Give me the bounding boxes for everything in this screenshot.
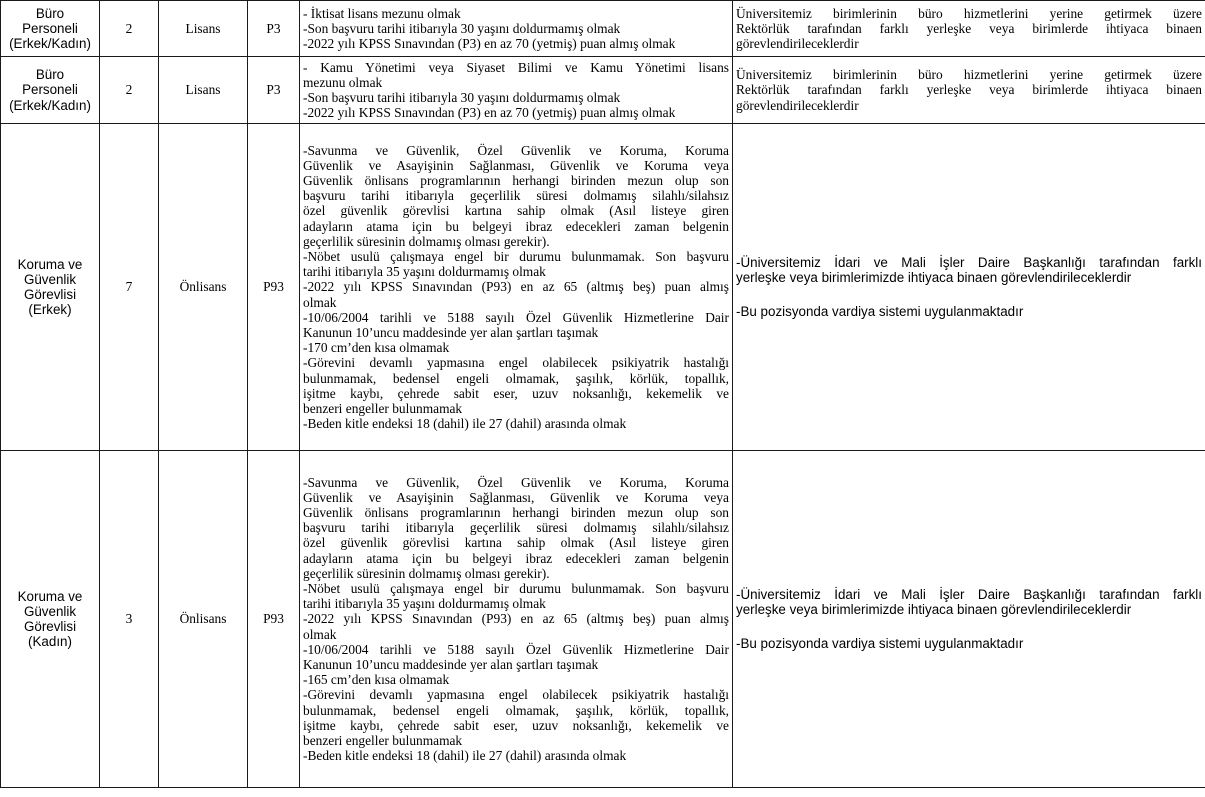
requirement-line: geçerlilik süresinin dolmamış olması gerekir). (303, 233, 550, 249)
requirement-line: -2022 yılı KPSS Sınavından (P93) en az 65 (altmış beş) puan almış (303, 279, 729, 295)
requirement-line: özel güvenlik görevlisi kartına sahip olmak (Asıl listeye giren (303, 535, 729, 551)
education-cell: Önlisans (159, 124, 248, 451)
requirement-line: benzeri engeller bulunmamak (303, 733, 463, 749)
requirement-line: -Savunma ve Güvenlik, Özel Güvenlik ve Koruma, Koruma (303, 142, 729, 158)
kpss-cell: P93 (248, 451, 300, 788)
requirement-line: -Nöbet usulü çalışmaya engel bir durumu bulunmamak. Son başvuru (303, 248, 729, 264)
explanation-spacer (736, 618, 1202, 636)
requirement-line: tarihi itibarıyla 35 yaşını doldurmamış olmak (303, 596, 546, 612)
kpss-cell: P3 (248, 1, 300, 57)
explanation-cell (733, 124, 1205, 451)
explanation-line: Rektörlük tarafından farklı yerleşke veya birimlerde ihtiyaca binaen (736, 82, 1202, 98)
position-title-line: (Erkek/Kadın) (9, 97, 91, 113)
requirement-line: bulunmamak, bedensel engeli olmamak, şaşılık, körlük, topallık, (303, 702, 729, 718)
count-cell: 2 (100, 57, 159, 124)
requirement-line: -10/06/2004 tarihli ve 5188 sayılı Özel Güvenlik Hizmetlerine Dair (303, 641, 729, 657)
requirement-line: başvuru tarihi itibarıyla geçerlilik süresi dolmamış silahlı/silahsız (303, 188, 729, 204)
explanation-line: Rektörlük tarafından farklı yerleşke veya birimlerde ihtiyaca binaen (736, 20, 1202, 36)
position-title-line: Görevlisi (23, 619, 77, 634)
explanation-line: görevlendirileceklerdir (736, 97, 859, 113)
position-cell (1, 1, 100, 57)
position-title-line: (Erkek/Kadın) (9, 36, 91, 52)
explanation-line: yerleşke veya birimlerimizde ihtiyaca binaen görevlendirileceklerdir (736, 602, 1132, 618)
position-title-line: Personeli (22, 20, 78, 36)
requirement-line: -Son başvuru tarihi itibarıyla 30 yaşını doldurmamış olmak (303, 20, 621, 36)
position-title-line: (Kadın) (28, 634, 72, 650)
kpss-cell: P3 (248, 57, 300, 124)
count-cell: 2 (100, 1, 159, 57)
positions-table-body (1, 1, 1205, 788)
requirement-line: olmak (303, 294, 337, 310)
count-cell: 3 (100, 451, 159, 788)
education-cell: Lisans (159, 1, 248, 57)
explanation-line: -Üniversitemiz İdari ve Mali İşler Daire Başkanlığı tarafından farklı (736, 587, 1202, 603)
requirement-line: bulunmamak, bedensel engeli olmamak, şaşılık, körlük, topallık, (303, 370, 729, 386)
requirement-line: adayların atama için bu belgeyi ibraz edecekleri zaman belgenin (303, 550, 729, 566)
explanation-line: -Bu pozisyonda vardiya sistemi uygulanmaktadır (736, 303, 1024, 319)
requirement-line: adayların atama için bu belgeyi ibraz edecekleri zaman belgenin (303, 218, 729, 234)
requirement-line: -Beden kitle endeksi 18 (dahil) ile 27 (dahil) arasında olmak (303, 416, 627, 432)
position-title-line: Koruma ve (17, 588, 83, 604)
position-title-line: (Erkek) (28, 302, 72, 318)
requirement-line: -Görevini devamlı yapmasına engel olabilecek psikiyatrik hastalığı (303, 687, 729, 703)
requirement-line: -2022 yılı KPSS Sınavından (P3) en az 70 (yetmiş) puan almış olmak (303, 105, 676, 121)
requirement-line: olmak (303, 626, 337, 642)
explanation-line: -Üniversitemiz İdari ve Mali İşler Daire Başkanlığı tarafından farklı (736, 255, 1202, 271)
requirements-cell (300, 57, 733, 124)
position-title-line: Koruma ve (17, 256, 83, 272)
requirement-line: -165 cm’den kısa olmamak (303, 672, 450, 688)
explanation-line: -Bu pozisyonda vardiya sistemi uygulanmaktadır (736, 635, 1024, 651)
kpss-cell: P93 (248, 124, 300, 451)
requirement-line: -2022 yılı KPSS Sınavından (P3) en az 70 (yetmiş) puan almış olmak (303, 36, 676, 52)
education-cell: Lisans (159, 57, 248, 124)
requirements-cell (300, 1, 733, 57)
table-row (1, 124, 1205, 451)
education-cell: Önlisans (159, 451, 248, 788)
count-cell: 7 (100, 124, 159, 451)
position-title-line: Personeli (22, 82, 78, 98)
explanation-cell (733, 1, 1205, 57)
requirement-line: Güvenlik önlisans programlarının herhangi birinden mezun olup son (303, 504, 729, 520)
requirements-cell (300, 451, 733, 788)
table-row (1, 1, 1205, 57)
position-cell (1, 124, 100, 451)
requirement-line: -10/06/2004 tarihli ve 5188 sayılı Özel Güvenlik Hizmetlerine Dair (303, 309, 729, 325)
requirement-line: başvuru tarihi itibarıyla geçerlilik süresi dolmamış silahlı/silahsız (303, 520, 729, 536)
explanation-line: görevlendirileceklerdir (736, 36, 859, 52)
explanation-line: Üniversitemiz birimlerinin büro hizmetlerini yerine getirmek üzere (736, 67, 1202, 83)
position-title-line: Büro (35, 67, 65, 83)
explanation-cell (733, 451, 1205, 788)
requirement-line: Güvenlik ve Asayişinin Sağlanması, Güvenlik ve Koruma veya (303, 489, 729, 505)
position-title-line: Büro (35, 5, 65, 21)
requirement-line: -Beden kitle endeksi 18 (dahil) ile 27 (dahil) arasında olmak (303, 748, 627, 764)
requirement-line: mezunu olmak (303, 74, 383, 90)
requirement-line: işitme kaybı, çehrede sabit eser, uzuv noksanlığı, kekemelik ve (303, 385, 729, 401)
explanation-line: Üniversitemiz birimlerinin büro hizmetlerini yerine getirmek üzere (736, 5, 1202, 21)
requirement-line: -Nöbet usulü çalışmaya engel bir durumu bulunmamak. Son başvuru (303, 580, 729, 596)
requirement-line: -2022 yılı KPSS Sınavından (P93) en az 65 (altmış beş) puan almış (303, 611, 729, 627)
requirements-cell (300, 124, 733, 451)
requirement-line: - İktisat lisans mezunu olmak (303, 5, 461, 21)
requirement-line: -Görevini devamlı yapmasına engel olabilecek psikiyatrik hastalığı (303, 355, 729, 371)
requirement-line: Güvenlik önlisans programlarının herhangi birinden mezun olup son (303, 172, 729, 188)
requirement-line: Güvenlik ve Asayişinin Sağlanması, Güvenlik ve Koruma veya (303, 157, 729, 173)
table-row (1, 57, 1205, 124)
requirement-line: - Kamu Yönetimi veya Siyaset Bilimi ve Kamu Yönetimi lisans (303, 59, 729, 75)
position-cell (1, 57, 100, 124)
requirement-line: -Savunma ve Güvenlik, Özel Güvenlik ve Koruma, Koruma (303, 474, 729, 490)
explanation-cell (733, 57, 1205, 124)
requirement-line: geçerlilik süresinin dolmamış olması gerekir). (303, 565, 550, 581)
requirement-line: işitme kaybı, çehrede sabit eser, uzuv noksanlığı, kekemelik ve (303, 717, 729, 733)
requirement-line: özel güvenlik görevlisi kartına sahip olmak (Asıl listeye giren (303, 203, 729, 219)
position-title-line: Güvenlik (23, 271, 77, 287)
position-title-line: Güvenlik (23, 603, 77, 619)
requirement-line: tarihi itibarıyla 35 yaşını doldurmamış olmak (303, 264, 546, 280)
explanation-spacer (736, 286, 1202, 304)
position-cell (1, 451, 100, 788)
requirement-line: -170 cm’den kısa olmamak (303, 340, 450, 356)
requirement-line: -Son başvuru tarihi itibarıyla 30 yaşını doldurmamış olmak (303, 90, 621, 105)
explanation-line: yerleşke veya birimlerimizde ihtiyaca binaen görevlendirileceklerdir (736, 270, 1132, 286)
requirement-line: Kanunun 10’uncu maddesinde yer alan şartları taşımak (303, 325, 599, 340)
requirement-line: benzeri engeller bulunmamak (303, 401, 463, 417)
requirement-line: Kanunun 10’uncu maddesinde yer alan şartları taşımak (303, 657, 599, 672)
table-row (1, 451, 1205, 788)
position-title-line: Görevlisi (23, 287, 77, 302)
